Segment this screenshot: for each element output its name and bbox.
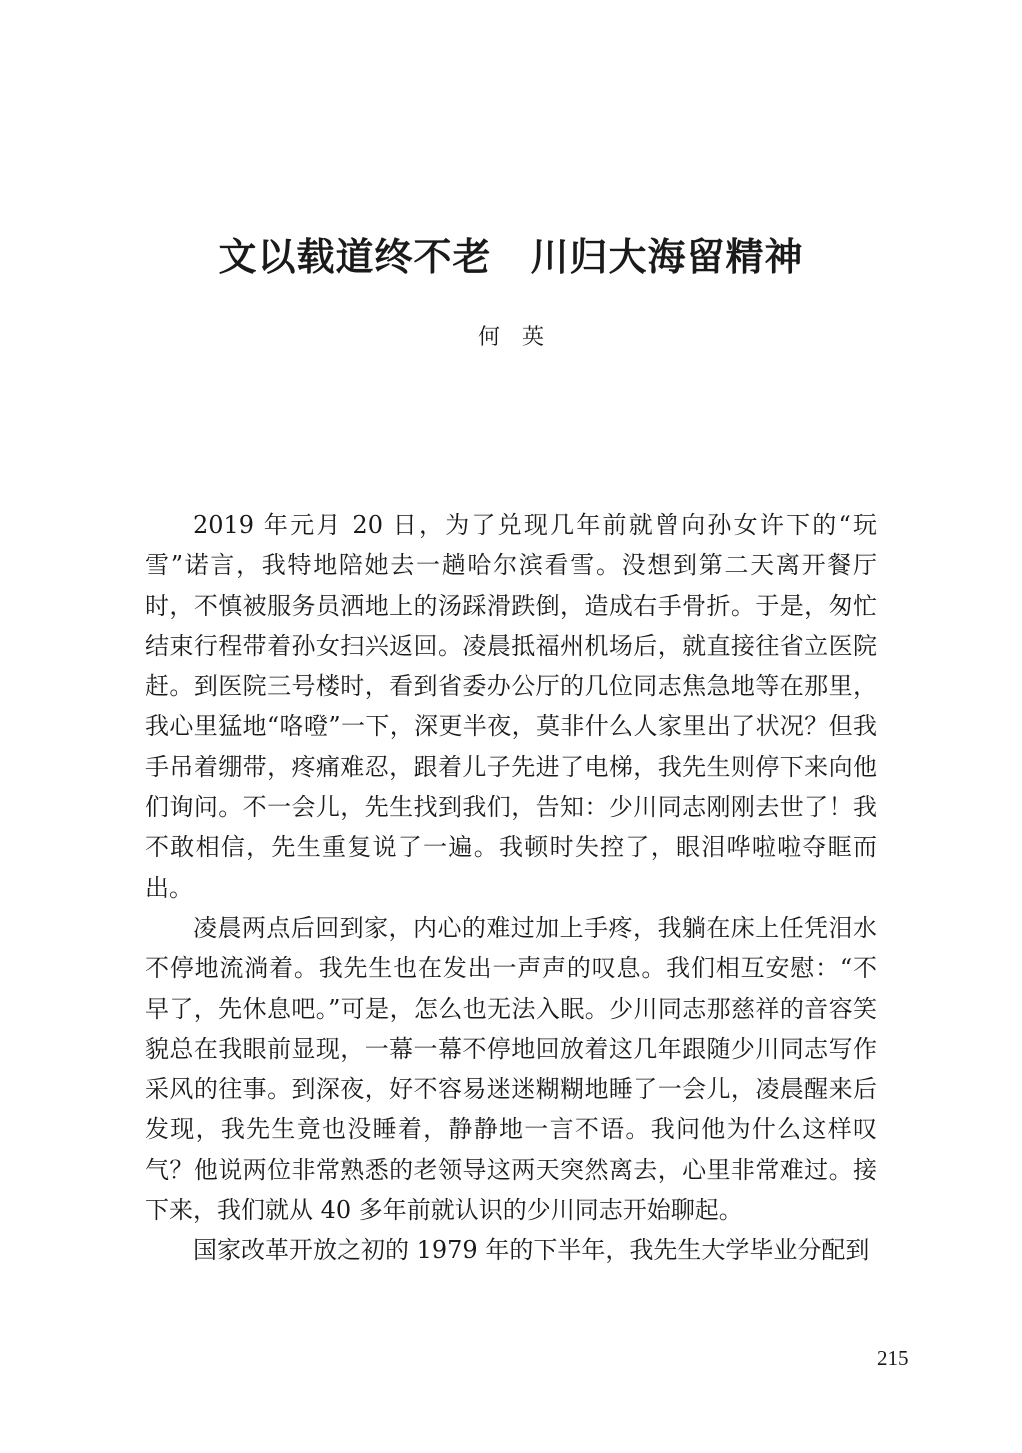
- paragraph: 国家改革开放之初的 1979 年的下半年，我先生大学毕业分配到: [193, 1236, 870, 1265]
- article-title: 文以载道终不老 川归大海留精神: [218, 235, 804, 279]
- paragraph: 凌晨两点后回到家，内心的难过加上手疼，我躺在床上任凭泪水不停地流淌着。我先生也在发出一声声的叹息。我们相互安慰：“不早了，先休息吧。”可是，怎么也无法入眠。少川同志那慈祥的音容笑貌总在我眼前显现，一幕一幕不停地回放着这几年跟随少川同志写作采风的往事。到深夜，好不容易迷迷糊糊地睡了一会儿，凌晨醒来后发现，我先生竟也没睡着，静静地一言不语。我问他为什么这样叹气？他说两位非常熟悉的老领导这两天突然离去，心里非常难过。接下来，我们就从 40 多年前就认识的少川同志开始聊起。: [145, 913, 877, 1225]
- article-body: [145, 505, 877, 1271]
- paragraph: 2019 年元月 20 日，为了兑现几年前就曾向孙女许下的“玩雪”诺言，我特地陪她去一趟哈尔滨看雪。没想到第二天离开餐厅时，不慎被服务员洒地上的汤踩滑跌倒，造成右手骨折。于是，匆忙结束行程带着孙女扫兴返回。凌晨抵福州机场后，就直接往省立医院赶。到医院三号楼时，看到省委办公厅的几位同志焦急地等在那里，我心里猛地“咯噔”一下，深更半夜，莫非什么人家里出了状况？但我手吊着绷带，疼痛难忍，跟着儿子先进了电梯，我先生则停下来向他们询问。不一会儿，先生找到我们，告知：少川同志刚刚去世了！我不敢相信，先生重复说了一遍。我顿时失控了，眼泪哗啦啦夺眶而出。: [145, 511, 877, 902]
- page-number: 215: [877, 1346, 909, 1370]
- author-name: 何 英: [477, 325, 544, 350]
